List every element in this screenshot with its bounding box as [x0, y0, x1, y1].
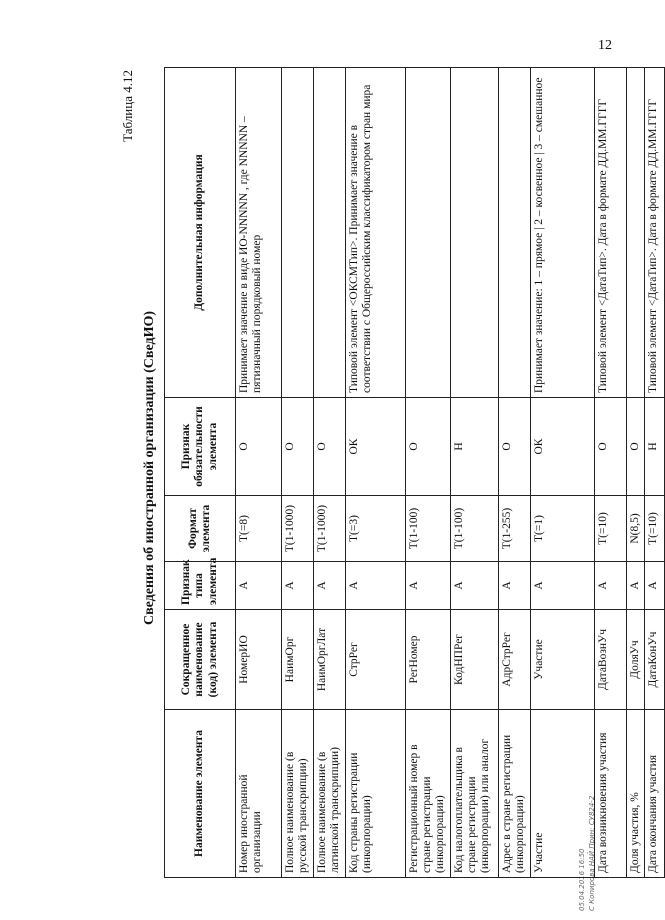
element-info-cell — [406, 68, 451, 398]
element-name-cell: Дата окончания участия — [644, 710, 664, 878]
element-required-cell: О — [406, 398, 451, 496]
element-name-cell: Полное наименование (в латинской транскрипции) — [314, 710, 346, 878]
element-code-cell: НомерИО — [236, 610, 282, 710]
table-caption: Таблица 4.12 — [120, 70, 135, 142]
column-header: Дополнительная информация — [165, 68, 236, 398]
element-format-cell: T(1-255) — [498, 496, 530, 562]
element-format-cell: T(=10) — [644, 496, 664, 562]
element-required-cell: О — [594, 398, 626, 496]
page-number: 12 — [598, 38, 612, 53]
element-name-cell: Регистрационный номер в стране регистрации (инкорпорации) — [406, 710, 451, 878]
element-type-cell: А — [406, 562, 451, 610]
elements-table — [164, 67, 665, 878]
element-info-cell: Типовой элемент <ОКСМТип>. Принимает значение в соответствии с Общероссийским классификатором стран мира — [346, 68, 406, 398]
element-info-cell — [626, 68, 644, 398]
element-info-cell: Типовой элемент <ДатаТип>. Дата в формате ДД.ММ.ГГГГ — [594, 68, 626, 398]
table-row — [530, 68, 594, 878]
table-row — [594, 68, 626, 878]
column-header: Формат элемента — [165, 496, 236, 562]
element-format-cell: T(=3) — [346, 496, 406, 562]
element-type-cell: А — [498, 562, 530, 610]
table-title: Сведения об иностранной организации (СведИО) — [142, 310, 157, 626]
column-header: Сокращенное наименование (код) элемента — [165, 610, 236, 710]
element-type-cell: А — [282, 562, 314, 610]
element-format-cell: T(1-100) — [450, 496, 498, 562]
element-type-cell: А — [450, 562, 498, 610]
table-row — [314, 68, 346, 878]
table-row — [346, 68, 406, 878]
element-info-cell — [314, 68, 346, 398]
element-name-cell: Участие — [530, 710, 594, 878]
table-row — [498, 68, 530, 878]
element-required-cell: О — [282, 398, 314, 496]
stamp-line-1: 05.04.2016 16:50 — [578, 848, 586, 911]
element-code-cell: ДоляУч — [626, 610, 644, 710]
element-required-cell: ОК — [346, 398, 406, 496]
element-code-cell: РегНомер — [406, 610, 451, 710]
column-header: Наименование элемента — [165, 710, 236, 878]
element-type-cell: А — [594, 562, 626, 610]
element-type-cell: А — [530, 562, 594, 610]
element-format-cell: T(1-100) — [406, 496, 451, 562]
element-type-cell: А — [644, 562, 664, 610]
element-name-cell: Дата возникновения участия — [594, 710, 626, 878]
table-row — [626, 68, 644, 878]
element-info-cell — [282, 68, 314, 398]
element-required-cell: О — [498, 398, 530, 496]
element-info-cell: Принимает значение: 1 – прямое | 2 – косвенное | 3 – смешанное — [530, 68, 594, 398]
element-name-cell: Код страны регистрации (инкорпорации) — [346, 710, 406, 878]
column-header: Признак типа элемента — [165, 562, 236, 610]
element-type-cell: А — [346, 562, 406, 610]
element-code-cell: Участие — [530, 610, 594, 710]
column-header: Признак обязательности элемента — [165, 398, 236, 496]
element-name-cell: Доля участия, % — [626, 710, 644, 878]
element-code-cell: ДатаВознУч — [594, 610, 626, 710]
stamp-line-2: С Копирова НАЙ Прин: СУ824-2 — [588, 795, 596, 911]
element-format-cell: T(=8) — [236, 496, 282, 562]
element-code-cell: НаимОрг — [282, 610, 314, 710]
element-format-cell: T(=1) — [530, 496, 594, 562]
element-format-cell: N(8,5) — [626, 496, 644, 562]
element-format-cell: T(=10) — [594, 496, 626, 562]
table-row — [450, 68, 498, 878]
table-row — [406, 68, 451, 878]
element-required-cell: О — [626, 398, 644, 496]
element-name-cell: Код налогоплательщика в стране регистрации (инкорпорации) или аналог — [450, 710, 498, 878]
element-required-cell: Н — [644, 398, 664, 496]
table-row — [644, 68, 664, 878]
element-type-cell: А — [236, 562, 282, 610]
table-header-row — [165, 68, 236, 878]
table-row — [282, 68, 314, 878]
element-code-cell: ДатаКонУч — [644, 610, 664, 710]
element-info-cell: Типовой элемент <ДатаТип>. Дата в формате ДД.ММ.ГГГГ — [644, 68, 664, 398]
element-code-cell: НаимОргЛат — [314, 610, 346, 710]
element-name-cell: Адрес в стране регистрации (инкорпорации) — [498, 710, 530, 878]
element-format-cell: T(1-1000) — [282, 496, 314, 562]
element-info-cell: Принимает значение в виде ИО-NNNNN , где NNNNN – пятизначный порядковый номер — [236, 68, 282, 398]
table-row — [236, 68, 282, 878]
element-type-cell: А — [626, 562, 644, 610]
element-info-cell — [450, 68, 498, 398]
element-format-cell: T(1-1000) — [314, 496, 346, 562]
element-required-cell: О — [314, 398, 346, 496]
element-required-cell: Н — [450, 398, 498, 496]
element-code-cell: АдрСтрРег — [498, 610, 530, 710]
element-required-cell: О — [236, 398, 282, 496]
element-type-cell: А — [314, 562, 346, 610]
element-name-cell: Номер иностранной организации — [236, 710, 282, 878]
element-required-cell: ОК — [530, 398, 594, 496]
element-info-cell — [498, 68, 530, 398]
element-code-cell: СтрРег — [346, 610, 406, 710]
element-name-cell: Полное наименование (в русской транскрипции) — [282, 710, 314, 878]
element-code-cell: КодНПРег — [450, 610, 498, 710]
